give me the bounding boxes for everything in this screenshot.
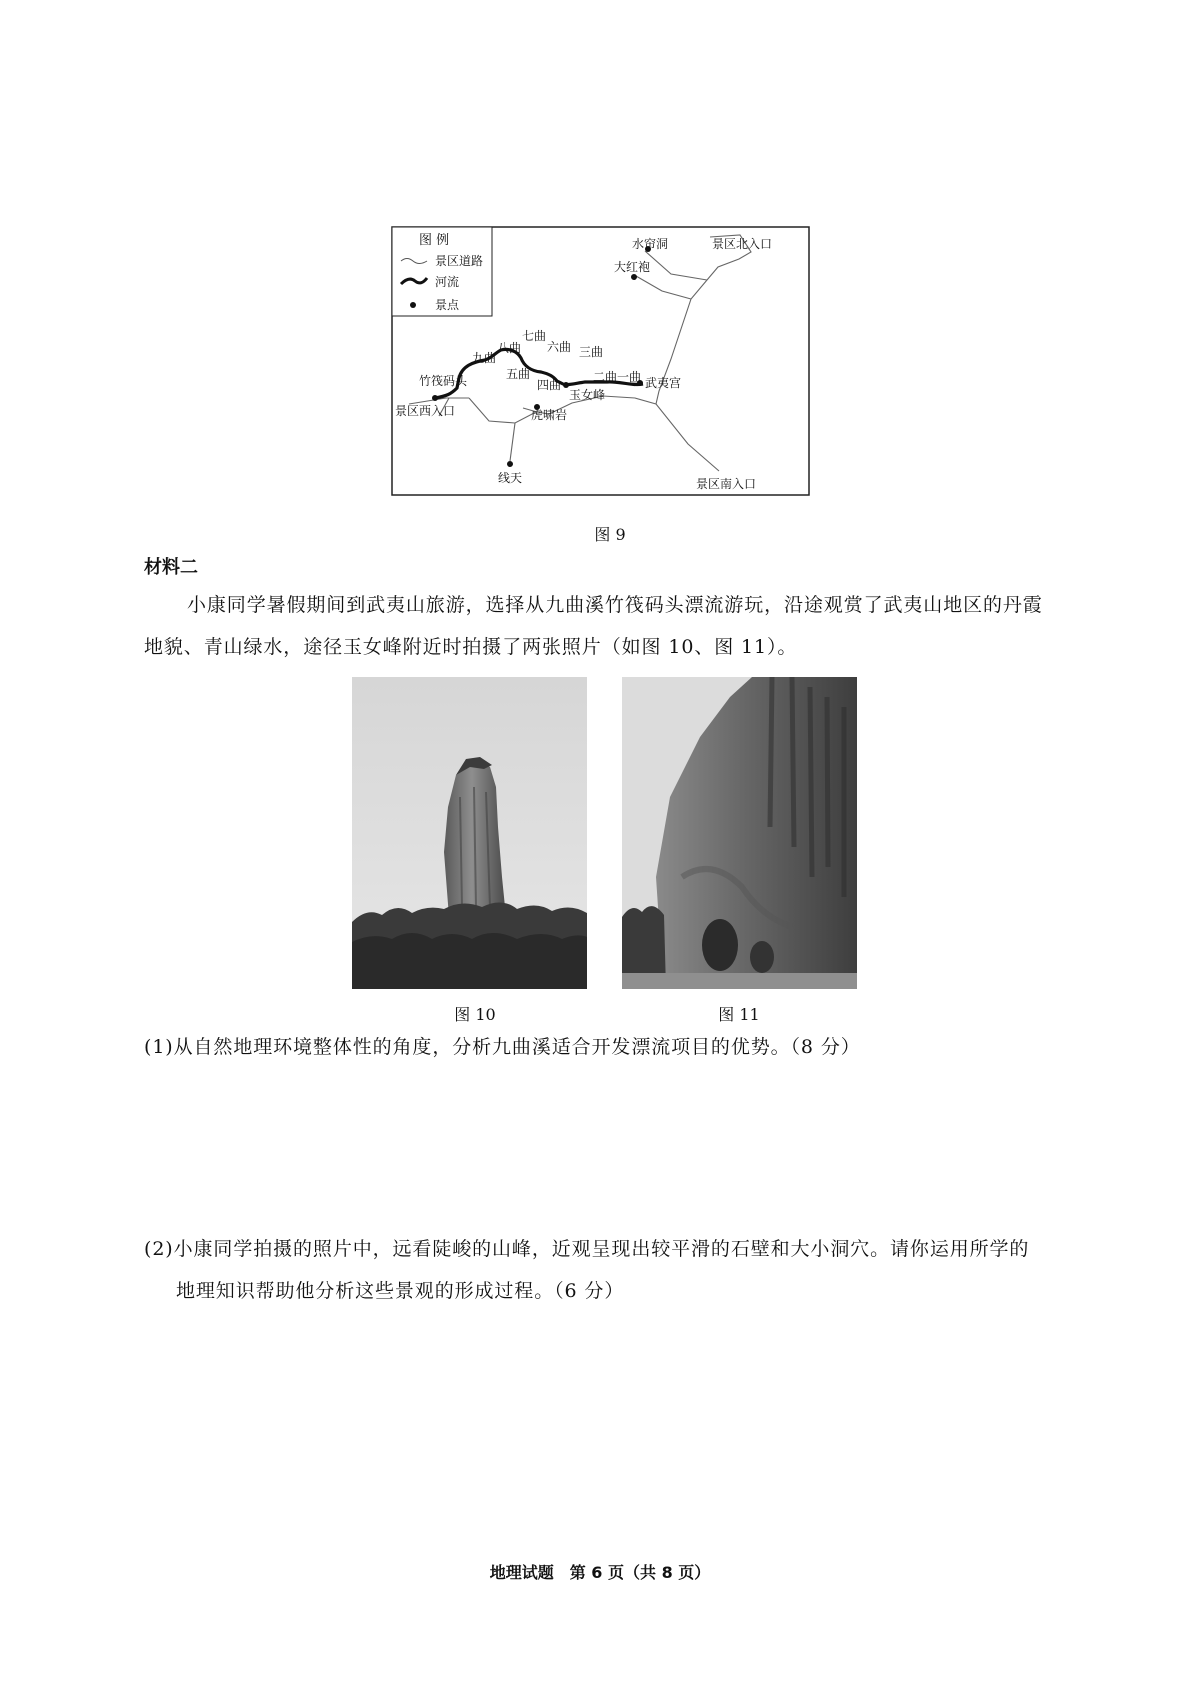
- water: [622, 973, 857, 989]
- label-jiuqu: 九曲: [472, 351, 497, 365]
- label-hupoyan: 虎啸岩: [531, 408, 568, 422]
- legend-title: 图 例: [419, 233, 450, 248]
- material2-line1: 小康同学暑假期间到武夷山旅游，选择从九曲溪竹筏码头漂流游玩，沿途观赏了武夷山地区的丹霞: [187, 594, 1043, 616]
- figure10-caption: 图 10: [454, 1005, 496, 1024]
- label-qiqu: 七曲: [522, 329, 547, 343]
- label-siqu: 四曲: [537, 378, 562, 392]
- label-shuiliandong: 水帘洞: [632, 237, 669, 251]
- figure9-map: [391, 226, 810, 496]
- page-footer: 地理试题 第 6 页（共 8 页）: [489, 1563, 711, 1582]
- label-wuyigong: 武夷宫: [645, 376, 682, 390]
- cave-shape: [702, 919, 738, 971]
- question-2-line2: 地理知识帮助他分析这些景观的形成过程。（6 分）: [176, 1280, 625, 1302]
- legend-road-label: 景区道路: [435, 254, 484, 268]
- label-yiqu: 一曲: [617, 370, 642, 384]
- spot-dahongpao: [631, 274, 637, 280]
- label-bajiu: 八曲: [497, 341, 522, 355]
- label-sanqu: 三曲: [579, 345, 604, 359]
- label-xiantian: 线天: [498, 471, 523, 485]
- label-zhufa-matou: 竹筏码头: [419, 374, 468, 388]
- spot-zhufa-matou: [432, 395, 438, 401]
- question-2-line1: (2)小康同学拍摄的照片中，远看陡峻的山峰，近观呈现出较平滑的石壁和大小洞穴。请你运用所学的: [144, 1238, 1030, 1260]
- legend-spot-label: 景点: [435, 298, 460, 312]
- trees-front: [352, 933, 587, 989]
- label-north-entrance: 景区北入口: [712, 237, 773, 251]
- material2-line2: 地貌、青山绿水，途径玉女峰附近时拍摄了两张照片（如图 10、图 11）。: [144, 636, 798, 658]
- question-1: (1)从自然地理环境整体性的角度，分析九曲溪适合开发漂流项目的优势。（8 分）: [144, 1036, 861, 1058]
- label-yunvfeng: 玉女峰: [569, 388, 606, 402]
- map-svg: [391, 226, 810, 496]
- label-wuqu: 五曲: [506, 367, 531, 381]
- material2-heading: 材料二: [144, 557, 198, 578]
- figure9-caption: 图 9: [594, 525, 626, 544]
- figure10-svg: [352, 677, 587, 989]
- figure11-svg: [622, 677, 857, 989]
- label-south-entrance: 景区南入口: [696, 477, 757, 491]
- label-liuqu: 六曲: [547, 340, 572, 354]
- label-erqu: 二曲: [593, 370, 618, 384]
- label-west-entrance: 景区西入口: [395, 404, 456, 418]
- label-dahongpao: 大红袍: [614, 260, 651, 274]
- figure11-photo: [622, 677, 857, 989]
- legend-river-label: 河流: [435, 275, 460, 289]
- legend-spot-icon: [410, 302, 416, 308]
- figure10-photo: [352, 677, 587, 989]
- spot-xiantian: [507, 461, 513, 467]
- figure11-caption: 图 11: [718, 1005, 760, 1024]
